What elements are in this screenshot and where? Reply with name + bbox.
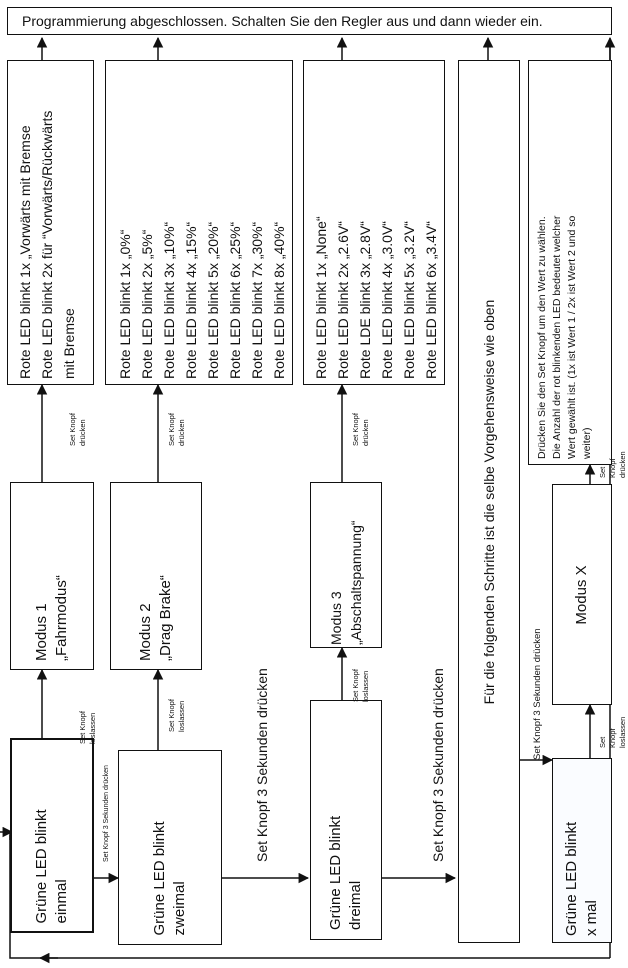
green-led-once-box: [10, 738, 94, 933]
programming-complete-banner: Programmierung abgeschlossen. Schalten Sie den Regler aus und dann wieder ein.: [7, 7, 612, 35]
press-label-1: Set Knopf drücken: [68, 413, 87, 446]
hold-3s-label-small: Set Knopf 3 Sekunden drücken: [103, 765, 110, 862]
modus-1-box: [10, 482, 94, 670]
green-led-twice-label: Grüne LED blinkt zweimal: [151, 820, 188, 935]
modus-3-label: Modus 3 „Abschaltspannung“: [328, 520, 364, 645]
release-label-x: Set Knopf loslassen: [598, 716, 627, 748]
hold-3s-label-x: Set Knopf 3 Sekunden drücken: [532, 628, 543, 760]
green-led-x-box: [552, 758, 612, 943]
hold-3s-label-col3: Set Knopf 3 Sekunden drücken: [430, 668, 446, 862]
modus-x-label: Modus X: [573, 564, 590, 625]
release-label-3: Set Knopf loslassen: [351, 669, 370, 702]
option-box-fahrmodus: [7, 60, 94, 385]
release-label-1: Set Knopf loslassen: [78, 711, 97, 744]
option-box-abschaltspannung: [303, 60, 445, 385]
green-led-x-label: Grüne LED blinkt x mal: [563, 821, 600, 936]
modus-2-box: [110, 482, 202, 670]
option-text-drag-brake: Rote LED blinkt 1x „0%“ Rote LED blinkt 2x „5%“ Rote LED blinkt 3x „10%“ Rote LED blinkt 4x „15%“ Rote LED blinkt 5x „20%“ Rote LED blinkt 6x „25%“ Rote LED blinkt 7x „30%“ Rote LED blinkt 8x „40%“: [117, 221, 287, 379]
release-label-2: Set Knopf loslassen: [167, 699, 186, 732]
option-text-fahrmodus: Rote LED blinkt 1x „Vorwärts mit Bremse Rote LED blinkt 2x für “Vorwärts/Rückwärts mit Bremse: [17, 110, 77, 379]
green-led-thrice-box: [310, 700, 382, 940]
option-box-modus-x: [528, 60, 612, 465]
green-led-twice-box: [118, 750, 222, 945]
green-led-once-label: Grüne LED blinkt einmal: [33, 808, 70, 923]
followup-steps-text: Für die folgenden Schritte ist die selbe Vorgehensweise wie oben: [481, 299, 497, 704]
followup-steps-box: [458, 60, 520, 943]
hold-3s-label-col2: Set Knopf 3 Sekunden drücken: [254, 668, 270, 862]
green-led-thrice-label: Grüne LED blinkt dreimal: [327, 815, 364, 930]
modus-x-box: [552, 484, 612, 705]
press-label-x: Set Knopf drücken: [598, 451, 627, 478]
option-text-abschaltspannung: Rote LED blinkt 1x „None“ Rote LED blinkt 2x „2.6V“ Rote LDE blinkt 3x „2.8V“ Rote LED blinkt 4x „3.0V“ Rote LED blinkt 5x „3.2V“ Rote LED blinkt 6x „3.4V“: [313, 216, 439, 379]
modus-1-label: Modus 1 „Fahrmodus“: [33, 575, 70, 661]
option-box-drag-brake: [105, 60, 293, 385]
modus-3-box: [310, 482, 382, 648]
option-text-modus-x: Drücken Sie den Set Knopf um den Wert zu wählen. Die Anzahl der rot blinkenden LED bedeutet welcher Wert gewählt ist. (1x ist Wert 1 / 2x ist Wert 2 und so weiter): [536, 215, 593, 459]
modus-2-label: Modus 2 „Drag Brake“: [137, 575, 174, 661]
press-label-2: Set Knopf drücken: [167, 413, 186, 446]
press-label-3: Set Knopf drücken: [351, 413, 370, 446]
